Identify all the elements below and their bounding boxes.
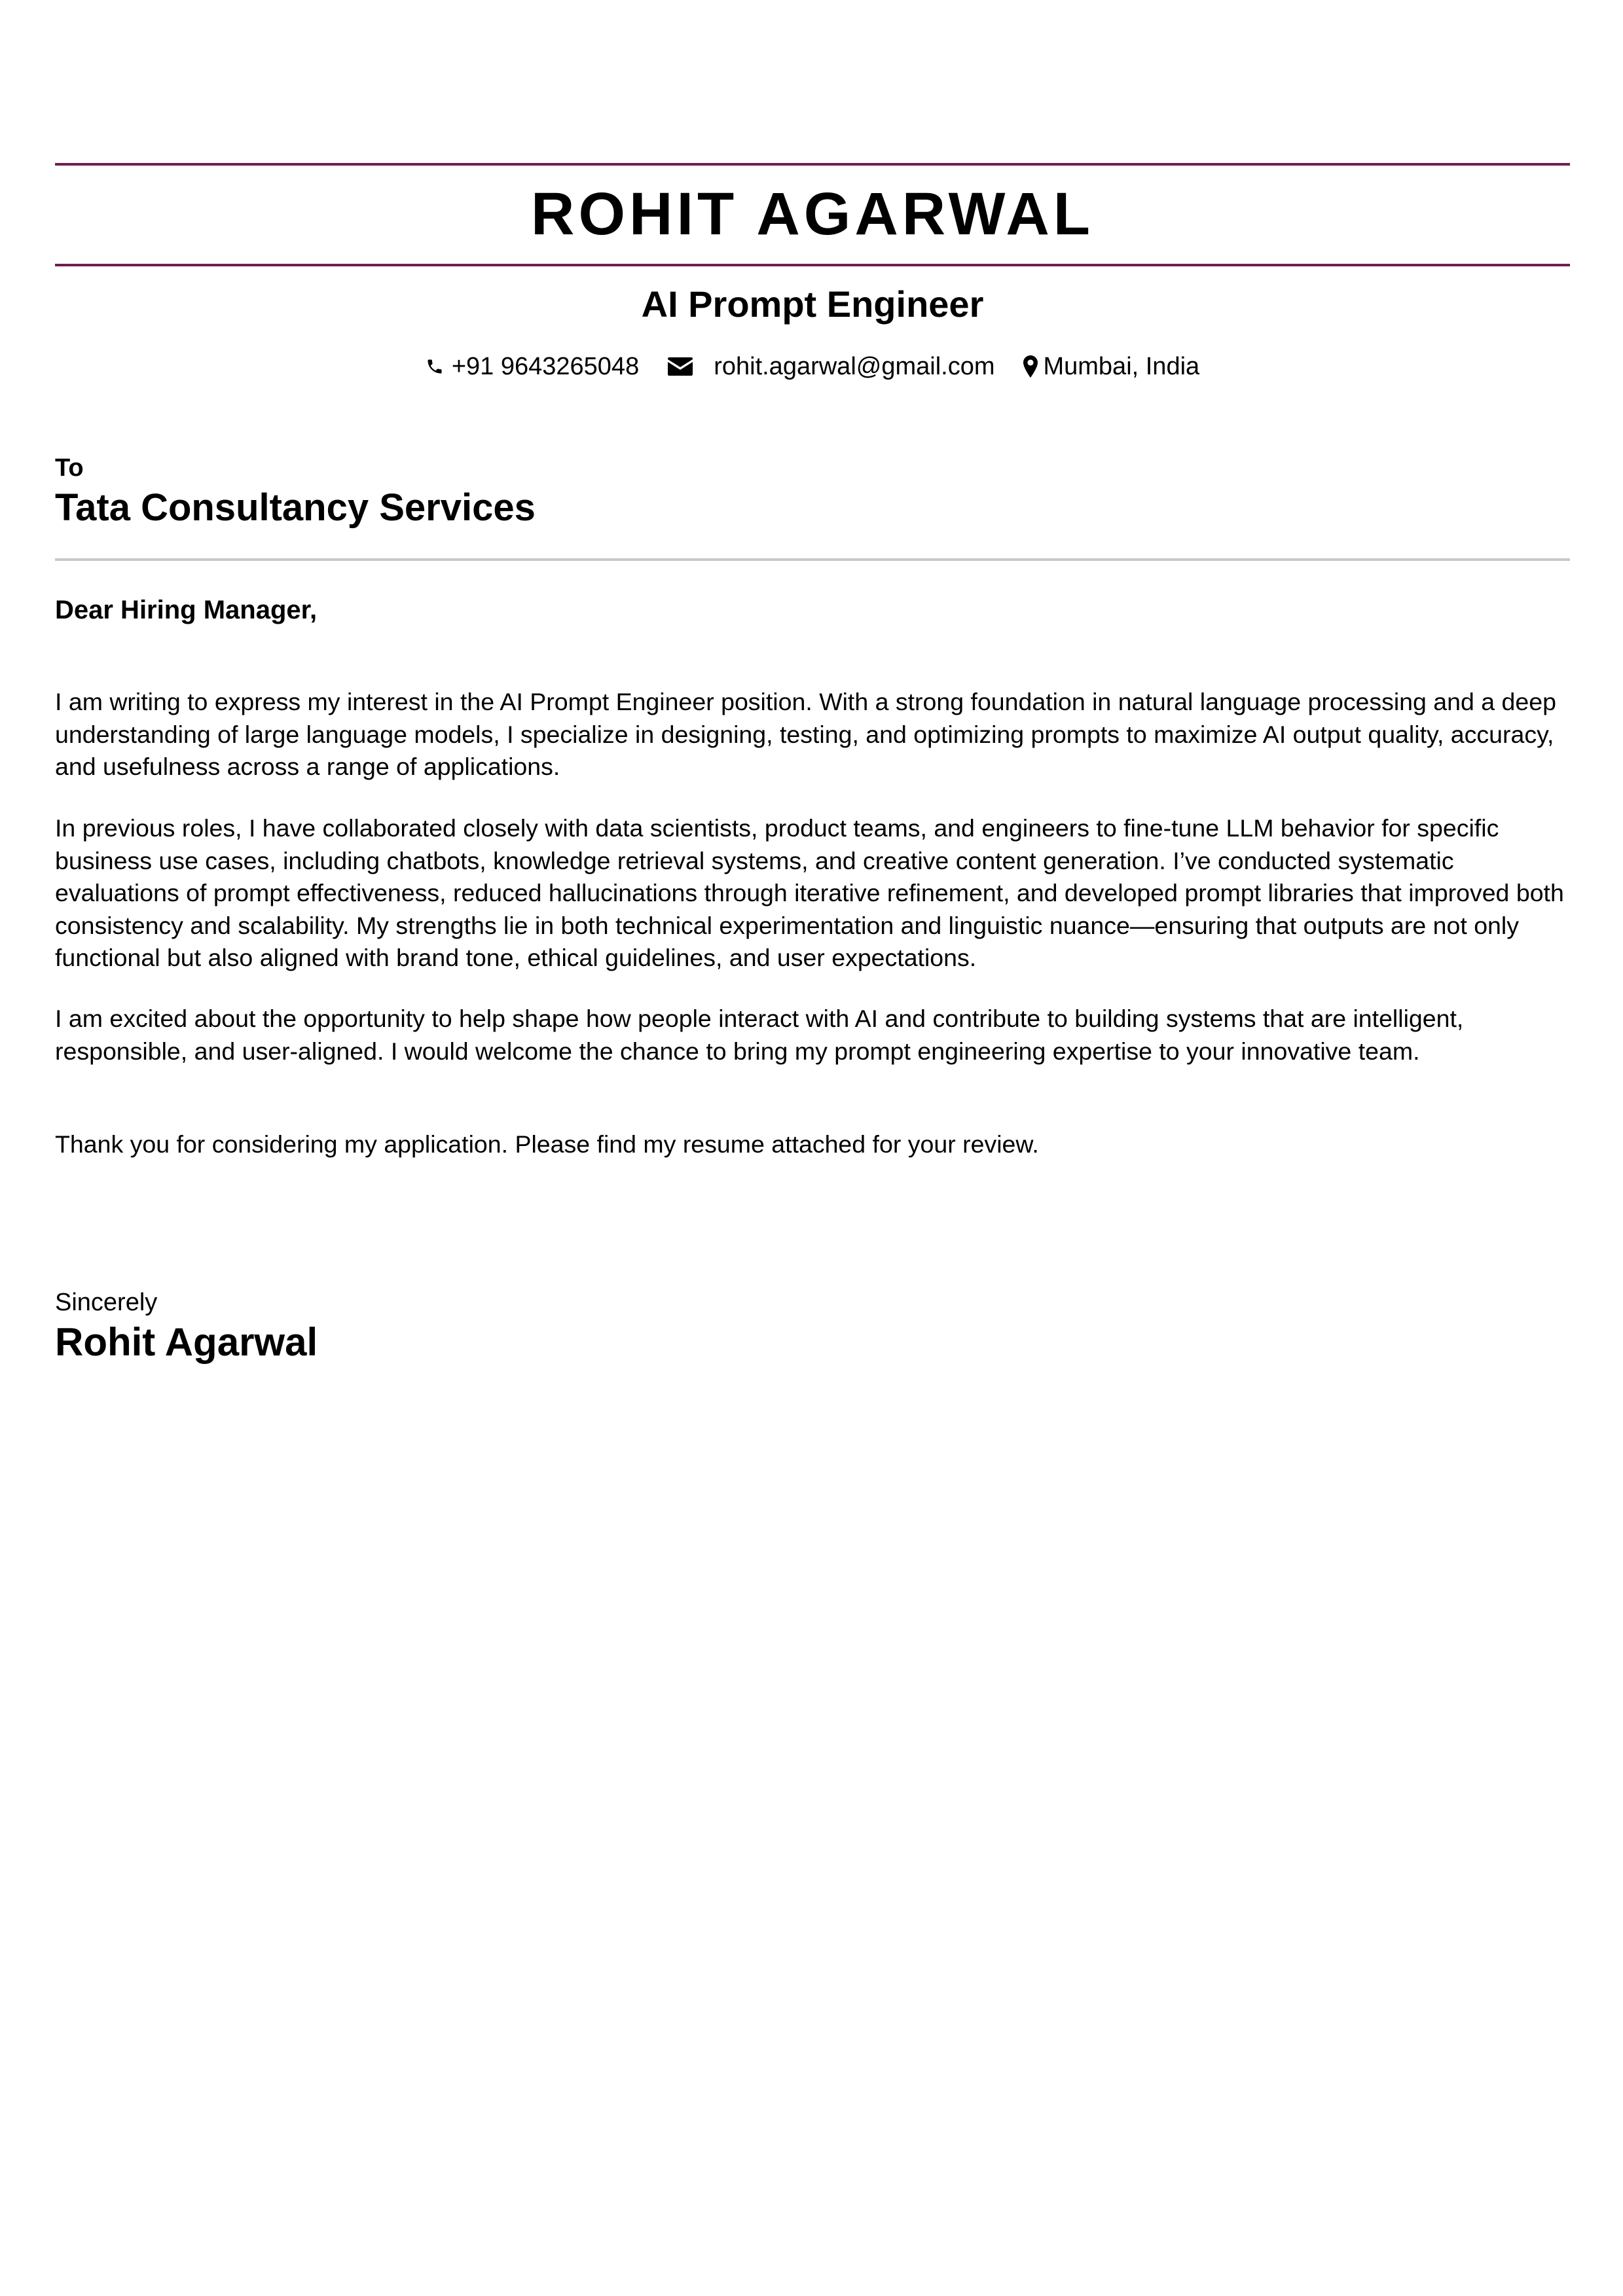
- signature-name: Rohit Agarwal: [55, 1320, 318, 1364]
- location-text: Mumbai, India: [1043, 353, 1200, 380]
- to-label: To: [55, 454, 84, 482]
- closing-line: Thank you for considering my application. Please find my resume attached for your review.: [55, 1130, 1039, 1158]
- greeting: Dear Hiring Manager,: [55, 596, 318, 624]
- letter-paragraph-3: I am excited about the opportunity to help shape how people interact with AI and contribute to building systems that are intelligent, responsible, and user-aligned. I would welcome the chance to bring my prompt engineering expertise to your innovative team.: [55, 1005, 1464, 1065]
- phone-icon: [426, 357, 444, 376]
- header-top-rule: [55, 163, 1570, 166]
- letter-paragraph-1: I am writing to express my interest in the AI Prompt Engineer position. With a strong foundation in natural language processing and a deep understanding of large language models, I specialize in designing, testing, and optimizing prompts to maximize AI output quality, accuracy, and usefulness across a range of applications.: [55, 688, 1556, 780]
- sign-off: Sincerely: [55, 1289, 158, 1316]
- candidate-name: ROHIT AGARWAL: [531, 181, 1094, 247]
- phone-number: +91 9643265048: [451, 353, 640, 380]
- job-title: AI Prompt Engineer: [641, 283, 984, 325]
- header-bottom-rule: [55, 264, 1570, 266]
- contact-location: [1023, 347, 1199, 386]
- section-divider: [55, 558, 1570, 561]
- contact-email: [668, 347, 994, 386]
- envelope-icon: [668, 357, 693, 376]
- letter-paragraph-2: In previous roles, I have collaborated closely with data scientists, product teams, and engineers to fine-tune LLM behavior for specific business use cases, including chatbots, knowledge retrieval systems, and creative content generation. I’ve conducted systematic evaluations of prompt effectiveness, reduced hallucinations through iterative refinement, and developed prompt libraries that improved both consistency and scalability. My strengths lie in both technical experimentation and linguistic nuance—ensuring that outputs are not only functional but also aligned with brand tone, ethical guidelines, and user expectations.: [55, 814, 1564, 971]
- recipient-company: Tata Consultancy Services: [55, 486, 536, 529]
- contact-info: [55, 347, 1570, 386]
- email-address: rohit.agarwal@gmail.com: [714, 353, 995, 380]
- contact-phone: [426, 347, 639, 386]
- map-pin-icon: [1023, 355, 1038, 378]
